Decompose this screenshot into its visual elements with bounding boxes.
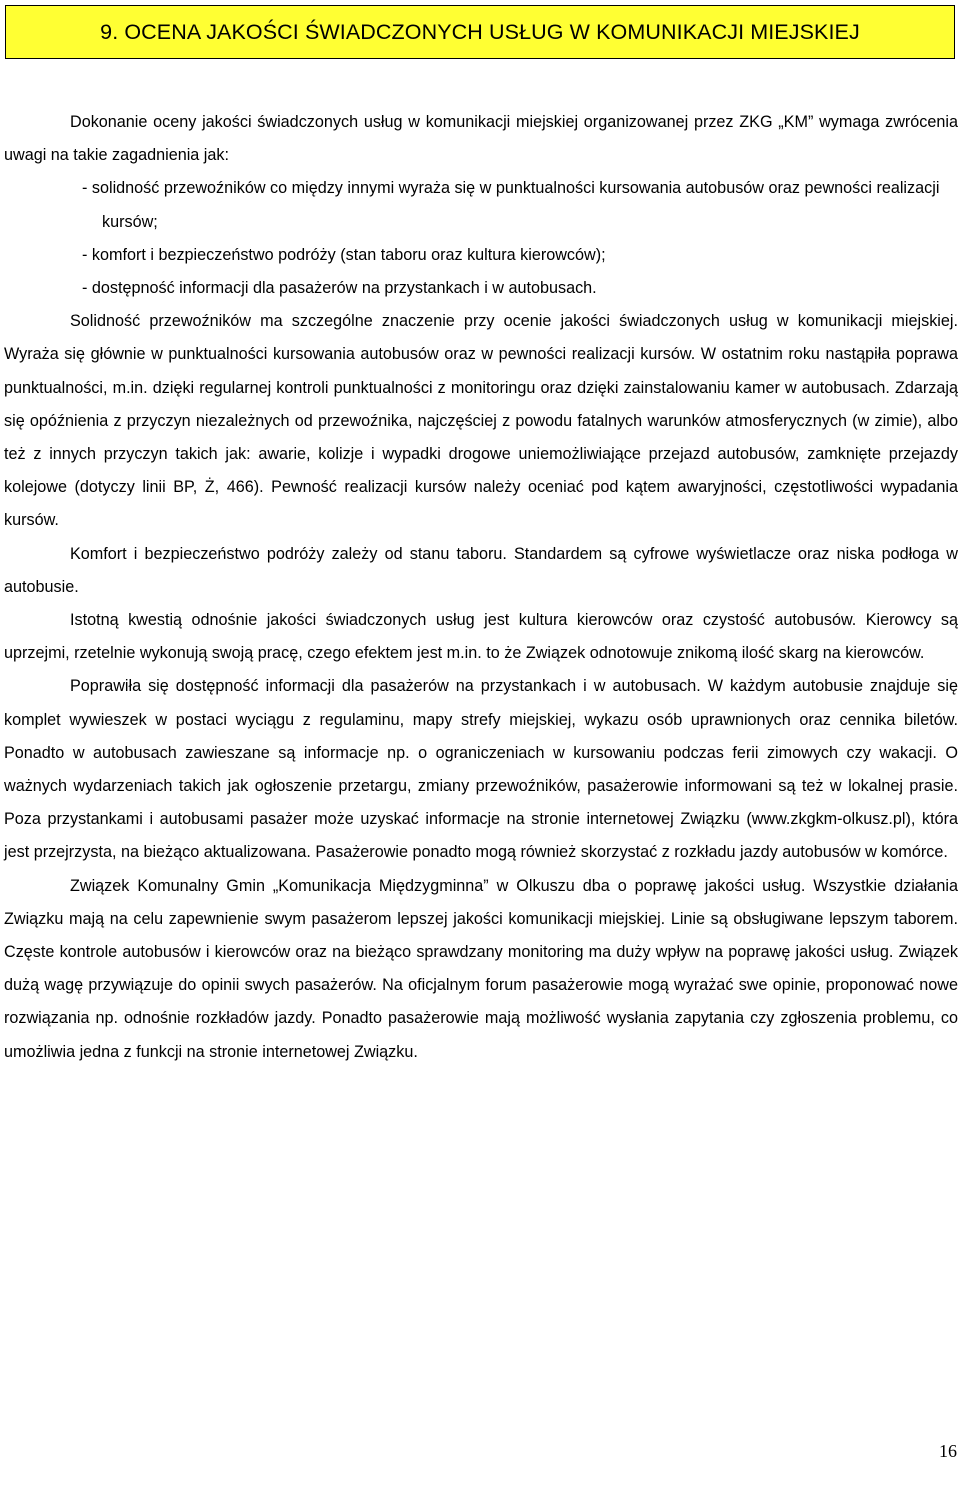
intro-paragraph: Dokonanie oceny jakości świadczonych usług w komunikacji miejskiej organizowanej przez ZKG „KM” wymaga zwrócenia uwagi na takie zagadnienia jak: [4, 113, 958, 165]
paragraph-union: Związek Komunalny Gmin „Komunikacja Międzygminna” w Olkuszu dba o poprawę jakości usług. Wszystkie działania Związku mają na celu zapewnienie swym pasażerom lepszej jakości komunikacji miejskiej. Linie są obsługiwane lepszym taborem. Częste kontrole autobusów i kierowców oraz na bieżąco sprawdzany monitoring ma duży wpływ na poprawę jakości usług. Związek dużą wagę przywiązuje do opinii swych pasażerów. Na oficjalnym forum pasażerowie mogą wyrażać swe opinie, proponować nowe rozwiązania np. odnośnie rozkładów jazdy. Ponadto pasażerowie mają możliwość wysłania zapytania czy zgłoszenia problemu, co umożliwia jedna z funkcji na stronie internetowej Związku. [4, 876, 958, 1061]
section-title: 9. OCENA JAKOŚCI ŚWIADCZONYCH USŁUG W KOMUNIKACJI MIEJSKIEJ [100, 19, 860, 44]
page-number: 16 [939, 1441, 957, 1461]
document-body [4, 106, 958, 1069]
paragraph-information: Poprawiła się dostępność informacji dla pasażerów na przystankach i w autobusach. W każdym autobusie znajduje się komplet wywieszek w postaci wyciągu z regulaminu, mapy strefy miejskiej, wykazu osób uprawnionych oraz cennika biletów. Ponadto w autobusach zawieszane są informacje np. o ograniczeniach w kursowaniu podczas ferii zimowych czy wakacji. O ważnych wydarzeniach takich jak ogłoszenie przetargu, zmiany przewoźników, pasażerowie informowani są też w lokalnej prasie. Poza przystankami i autobusami pasażer może uzyskać informacje na stronie internetowej Związku (www.zkgkm-olkusz.pl), która jest przejrzysta, na bieżąco aktualizowana. Pasażerowie ponadto mogą również skorzystać z rozkładu jazdy autobusów w komórce. [4, 677, 958, 862]
paragraph-comfort: Komfort i bezpieczeństwo podróży zależy od stanu taboru. Standardem są cyfrowe wyświetlacze oraz niska podłoga w autobusie. [4, 544, 958, 596]
list-item: - komfort i bezpieczeństwo podróży (stan taboru oraz kultura kierowców); [82, 245, 606, 264]
paragraph-drivers: Istotną kwestią odnośnie jakości świadczonych usług jest kultura kierowców oraz czystość autobusów. Kierowcy są uprzejmi, rzetelnie wykonują swoją pracę, czego efektem jest m.in. to że Związek odnotowuje znikomą ilość skarg na kierowców. [4, 611, 958, 663]
paragraph-reliability: Solidność przewoźników ma szczególne znaczenie przy ocenie jakości świadczonych usług w komunikacji miejskiej. Wyraża się głównie w punktualności kursowania autobusów oraz w pewności realizacji kursów. W ostatnim roku nastąpiła poprawa punktualności, m.in. dzięki regularnej kontroli punktualności z monitoringu oraz dzięki zainstalowaniu kamer w autobusach. Zdarzają się opóźnienia z przyczyn niezależnych od przewoźnika, najczęściej z powodu fatalnych warunków atmosferycznych (w zimie), albo też z innych przyczyn takich jak: awarie, kolizje i wypadki drogowe uniemożliwiające przejazd autobusów, zamknięte przejazdy kolejowe (dotyczy linii BP, Ż, 466). Pewność realizacji kursów należy oceniać pod kątem awaryjności, częstotliwości wypadania kursów. [4, 312, 958, 530]
section-title-box [5, 5, 955, 59]
list-item: - solidność przewoźników co między innymi wyraża się w punktualności kursowania autobusów oraz pewności realizacji kursów; [82, 179, 940, 231]
issues-list [4, 172, 958, 305]
list-item: - dostępność informacji dla pasażerów na przystankach i w autobusach. [82, 279, 597, 298]
